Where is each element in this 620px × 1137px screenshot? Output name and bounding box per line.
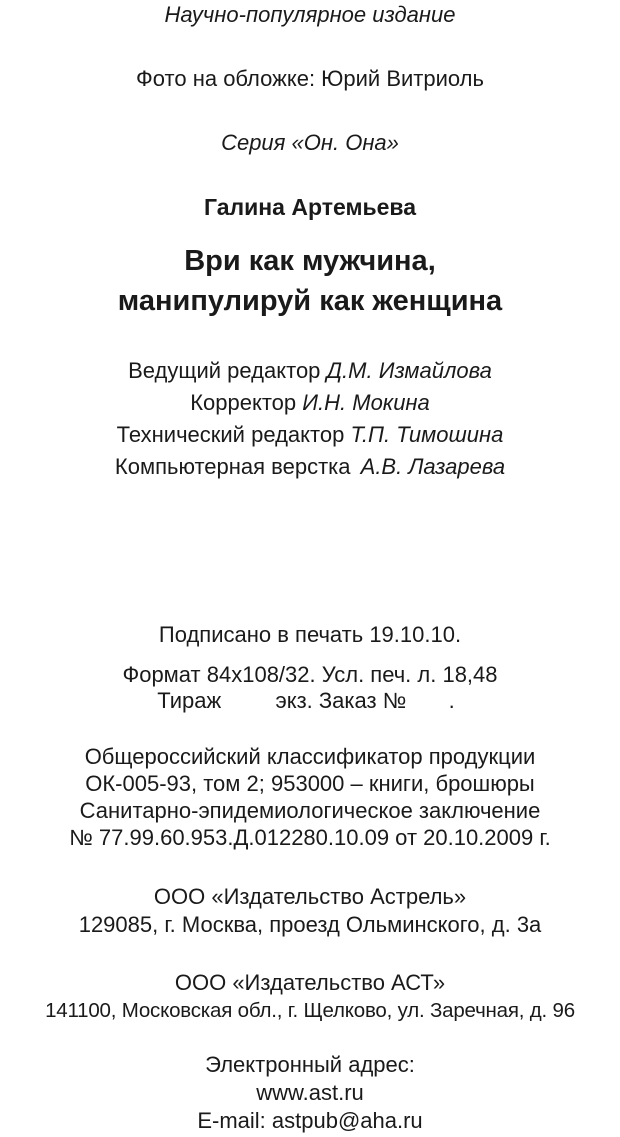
credit-line xyxy=(0,422,620,448)
circulation-label: Тираж xyxy=(157,688,222,713)
cover-photo-credit: Фото на обложке: Юрий Витриоль xyxy=(136,66,484,91)
book-title-line1: Ври как мужчина, xyxy=(184,245,436,277)
credit-role: Технический редактор xyxy=(116,422,345,447)
credit-role: Корректор xyxy=(190,390,297,415)
publisher-name: ООО «Издательство Астрель» xyxy=(153,884,467,909)
publisher-name: ООО «Издательство АСТ» xyxy=(174,970,446,995)
circulation-line xyxy=(0,688,616,714)
contacts-label: Электронный адрес: xyxy=(205,1052,415,1077)
credit-line xyxy=(0,454,620,480)
classifier-line: Общероссийский классификатор продукции xyxy=(84,744,536,769)
signed-date: Подписано в печать 19.10.10. xyxy=(158,622,462,647)
credit-role: Ведущий редактор xyxy=(128,358,321,383)
credit-name: И.Н. Мокина xyxy=(302,390,430,415)
email-link[interactable]: E-mail: astpub@aha.ru xyxy=(197,1108,423,1133)
publisher-address: 129085, г. Москва, проезд Ольминского, д. 3а xyxy=(78,912,542,937)
website-link[interactable]: www.ast.ru xyxy=(256,1080,364,1105)
publisher-address: 141100, Московская обл., г. Щелково, ул. Заречная, д. 96 xyxy=(45,999,575,1022)
series-name: Серия «Он. Она» xyxy=(221,130,399,155)
credit-line xyxy=(0,390,620,416)
credit-name: А.В. Лазарева xyxy=(360,454,506,479)
credit-role: Компьютерная верстка xyxy=(114,454,351,479)
classifier-line: ОК-005-93, том 2; 953000 – книги, брошюры xyxy=(85,771,535,796)
credit-line xyxy=(0,358,620,384)
book-title-line2: манипулируй как женщина xyxy=(117,285,503,317)
copies-order-label: экз. Заказ № xyxy=(275,688,407,713)
order-period: . xyxy=(448,688,455,713)
classifier-line: Санитарно-эпидемиологическое заключение xyxy=(79,798,541,823)
author-name: Галина Артемьева xyxy=(203,194,417,220)
credit-name: Т.П. Тимошина xyxy=(350,422,504,447)
edition-type: Научно-популярное издание xyxy=(164,2,456,27)
classifier-line: № 77.99.60.953.Д.012280.10.09 от 20.10.2009 г. xyxy=(69,825,551,850)
print-format: Формат 84х108/32. Усл. печ. л. 18,48 xyxy=(122,662,498,687)
credit-name: Д.М. Измайлова xyxy=(326,358,492,383)
